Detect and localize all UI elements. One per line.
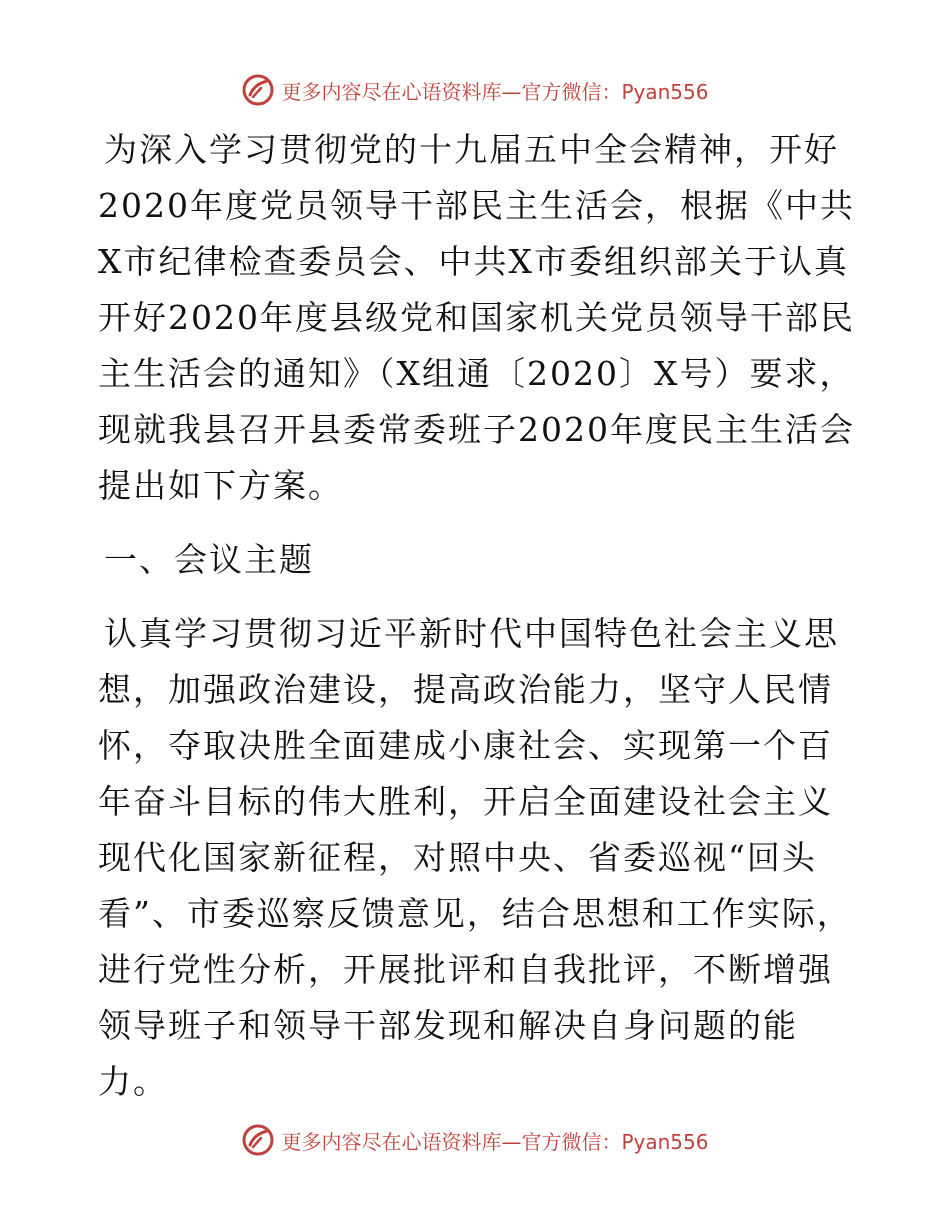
brush-stroke-logo-icon: [241, 1123, 275, 1157]
brush-stroke-logo-icon: [241, 73, 275, 107]
bottom-watermark-banner: [0, 1120, 950, 1160]
watermark-text: 更多内容尽在心语资料库—官方微信：Pyan556: [281, 1129, 709, 1154]
document-body: [98, 122, 858, 1110]
intro-paragraph: 为深入学习贯彻党的十九届五中全会精神，开好2020年度党员领导干部民主生活会，根据《中共X市纪律检查委员会、中共X市委组织部关于认真开好2020年度县级党和国家机关党员领导干部民主生活会的通知》（X组通〔2020〕X号）要求，现就我县召开县委常委班子2020年度民主生活会提出如下方案。: [98, 130, 855, 505]
watermark-text: 更多内容尽在心语资料库—官方微信：Pyan556: [281, 79, 709, 104]
section-heading-1: 一、会议主题: [104, 540, 314, 579]
top-watermark-banner: [0, 70, 950, 110]
section-paragraph-1: 认真学习贯彻习近平新时代中国特色社会主义思想，加强政治建设，提高政治能力，坚守人民情怀，夺取决胜全面建成小康社会、实现第一个百年奋斗目标的伟大胜利，开启全面建设社会主义现代化国家新征程，对照中央、省委巡视“回头看”、市委巡察反馈意见，结合思想和工作实际，进行党性分析，开展批评和自我批评，不断增强领导班子和领导干部发现和解决自身问题的能力。: [98, 614, 852, 1101]
